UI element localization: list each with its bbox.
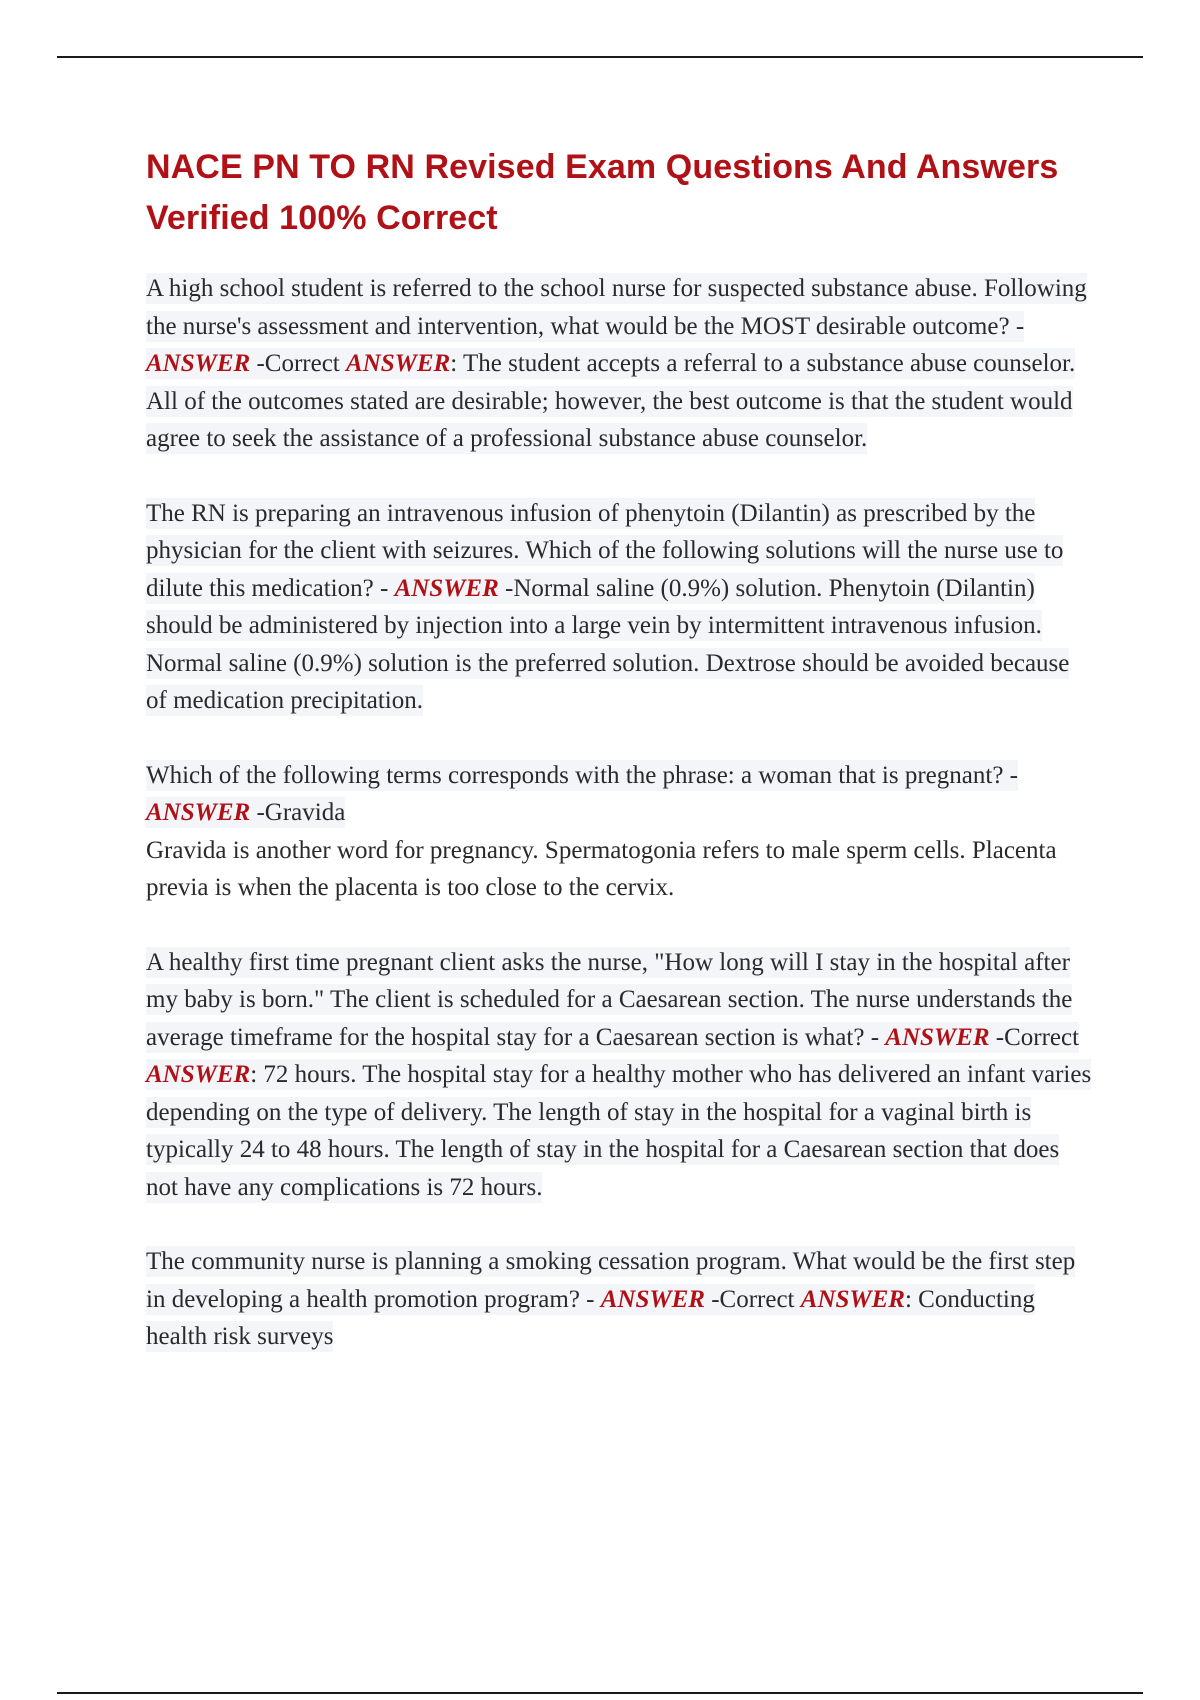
answer-label: ANSWER [146, 350, 251, 377]
document-title: NACE PN TO RN Revised Exam Questions And Answers Verified 100% Correct [146, 148, 1059, 237]
footer-rule [57, 1692, 1143, 1694]
answer-separator: -Correct [704, 1285, 801, 1313]
answer-separator: -Correct [250, 350, 347, 377]
question-text: The RN is preparing an intravenous infusion of phenytoin (Dilantin) as prescribed by the physician for the client with seizures. Which of the following solutions will the nurse use to dilute this medication? - [146, 499, 1064, 602]
question-text: Which of the following terms corresponds with the phrase: a woman that is pregnant? - [146, 761, 1018, 789]
answer-label: ANSWER [146, 799, 251, 826]
answer-text: : Conducting health risk surveys [146, 1285, 1035, 1350]
question-text: The community nurse is planning a smoking cessation program. What would be the first step in developing a health promotion program? - [146, 1248, 1076, 1313]
qa-item-3 [146, 757, 1094, 907]
answer-text: -Gravida [250, 799, 346, 826]
answer-label: ANSWER [885, 1023, 990, 1051]
header-rule [57, 56, 1143, 58]
question-text: A healthy first time pregnant client asks the nurse, "How long will I stay in the hospital after my baby is born." The client is scheduled for a Caesarean section. The nurse understands the average timeframe for the hospital stay for a Caesarean section is what? - [146, 948, 1073, 1051]
document-body [146, 142, 1094, 1393]
answer-label: ANSWER [600, 1285, 705, 1313]
answer-explanation: Gravida is another word for pregnancy. Spermatogonia refers to male sperm cells. Placenta previa is when the placenta is too close to the cervix. [146, 836, 1057, 901]
answer-text: : 72 hours. The hospital stay for a healthy mother who has delivered an infant varies depending on the type of delivery. The length of stay in the hospital for a vaginal birth is typically 24 to 48 hours. The length of stay in the hospital for a Caesarean section that does not have any complications is 72 hours. [146, 1061, 1092, 1201]
qa-item-4 [146, 944, 1094, 1207]
answer-text: -Normal saline (0.9%) solution. Phenytoin (Dilantin) should be administered by injection into a large vein by intermittent intravenous infusion. Normal saline (0.9%) solution is the preferred solution. Dextrose should be avoided because of medication precipitation. [146, 574, 1070, 714]
question-text: A high school student is referred to the school nurse for suspected substance abuse. Following the nurse's assessment and intervention, what would be the MOST desirable outcome? - [146, 275, 1087, 340]
answer-label: ANSWER [800, 1285, 905, 1313]
answer-separator: -Correct [989, 1023, 1080, 1051]
answer-label: ANSWER [394, 574, 499, 602]
answer-label: ANSWER [346, 350, 451, 377]
answer-text: : The student accepts a referral to a substance abuse counselor. All of the outcomes stated are desirable; however, the best outcome is that the student would agree to seek the assistance of a professional substance abuse counselor. [146, 350, 1076, 452]
qa-item-1 [146, 270, 1094, 458]
qa-item-2 [146, 495, 1094, 720]
answer-label: ANSWER [146, 1061, 251, 1088]
qa-item-5 [146, 1243, 1094, 1356]
